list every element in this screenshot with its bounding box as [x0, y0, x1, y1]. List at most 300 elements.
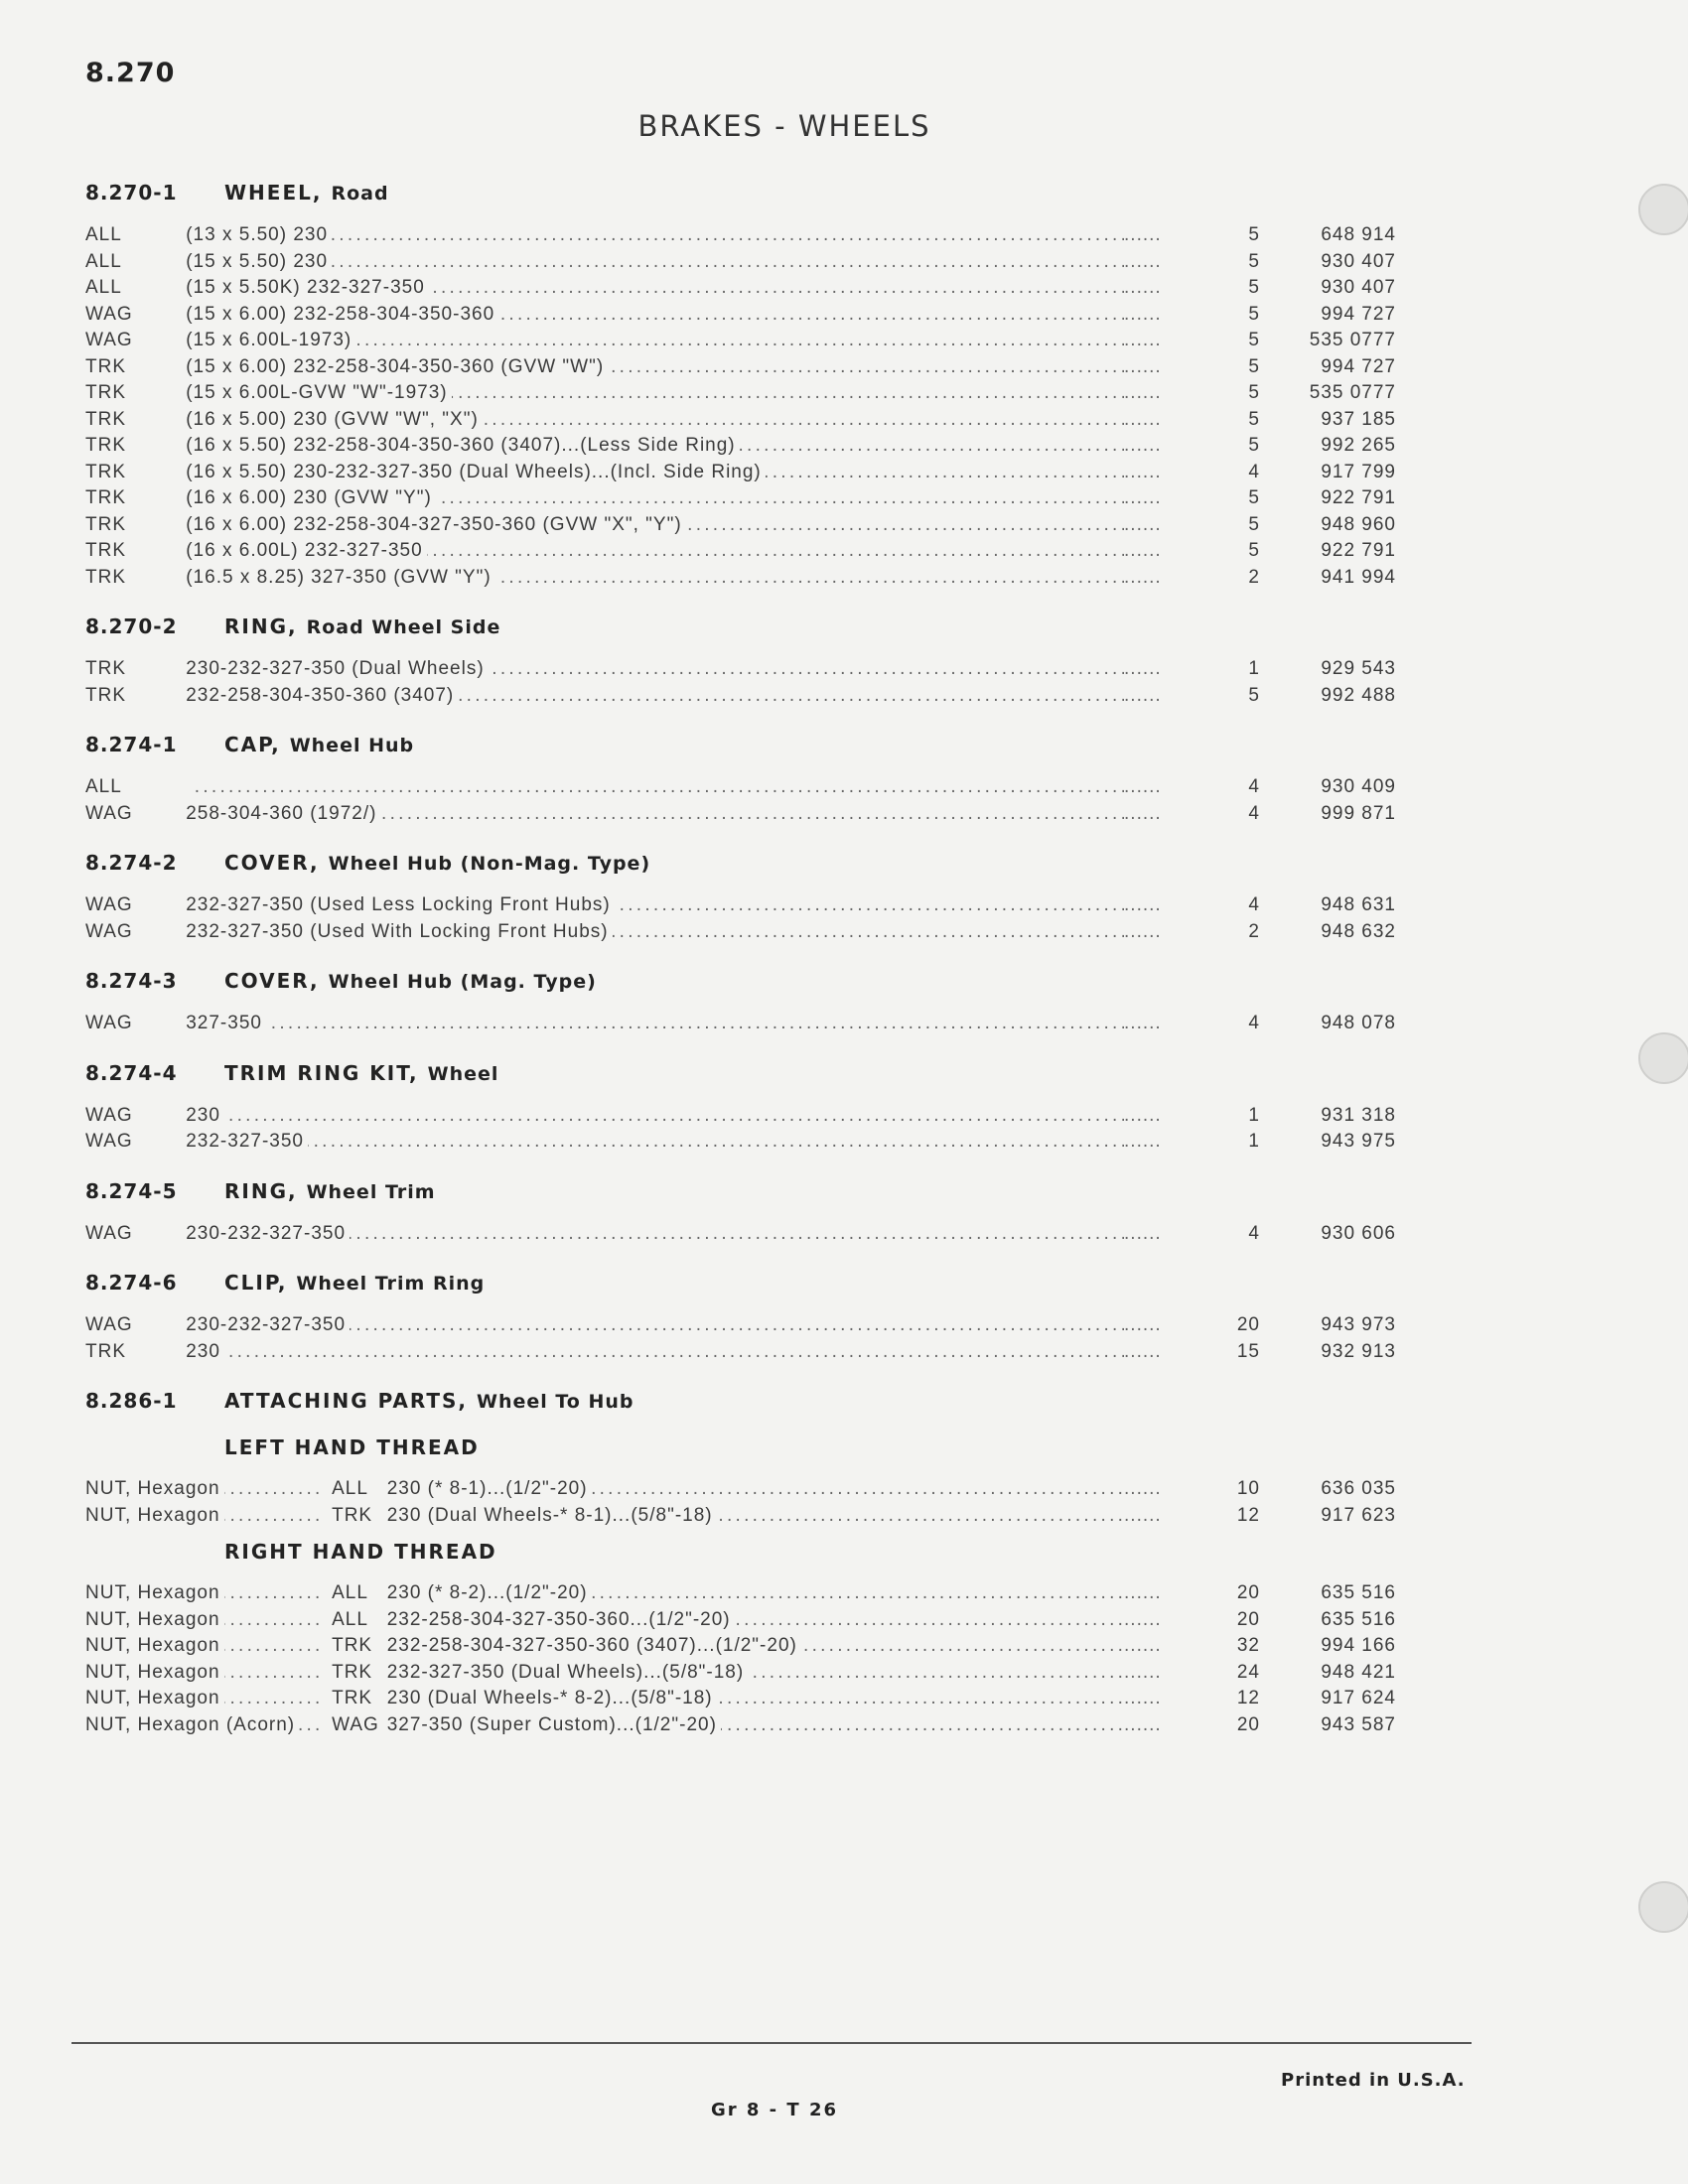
quantity: 4 [1248, 1222, 1260, 1244]
quantity: 5 [1248, 435, 1260, 456]
leader-dots: ...... [1124, 1661, 1162, 1683]
description-text: 230 (* 8-2)...(1/2"-20) [387, 1582, 592, 1603]
description-text: 327-350 [186, 1013, 266, 1033]
section-code: 8.274-5 [85, 1178, 178, 1203]
parts-section [85, 1049, 1396, 1156]
binder-hole [1638, 184, 1688, 235]
part-number: 931 318 [1321, 1104, 1396, 1126]
leader-dots: ...... [1124, 487, 1162, 508]
leader-dots: ...... [1124, 684, 1162, 706]
quantity: 12 [1236, 1504, 1260, 1526]
parts-section [85, 839, 1396, 945]
quantity: 20 [1236, 1608, 1260, 1630]
fastener-name-text: NUT, Hexagon [85, 1688, 224, 1708]
section-code: 8.274-4 [85, 1060, 178, 1085]
section-rows [85, 1476, 1396, 1529]
section-part-desc: Wheel Trim Ring [296, 1273, 486, 1295]
description-text: (15 x 6.00L-1973) [186, 330, 355, 350]
part-description [186, 512, 1124, 539]
part-row [85, 1103, 1396, 1130]
description-text: 232-327-350 (Used Less Locking Front Hubs) [186, 894, 614, 915]
section-header [85, 957, 1396, 1005]
section-code: 8.270-2 [85, 614, 178, 638]
part-number: 948 960 [1321, 513, 1396, 535]
parts-list [85, 169, 1396, 1750]
section-name [224, 1259, 485, 1307]
application-code: WAG [332, 1713, 379, 1735]
fastener-name-text: NUT, Hexagon [85, 1609, 224, 1630]
quantity: 5 [1248, 303, 1260, 325]
left-hand-thread-heading: LEFT HAND THREAD [224, 1435, 480, 1459]
part-number: 930 407 [1321, 277, 1396, 298]
application-code: WAG [85, 1131, 133, 1152]
fastener-cell [85, 1476, 332, 1503]
quantity: 5 [1248, 408, 1260, 430]
application-code: WAG [85, 330, 133, 350]
part-number: 917 799 [1321, 461, 1396, 482]
leader-dots: ...... [1124, 277, 1162, 298]
part-description [186, 538, 1124, 565]
quantity: 5 [1248, 277, 1260, 298]
fastener-cell [85, 1686, 332, 1712]
section-rows [85, 1221, 1396, 1248]
description-text: (16 x 5.00) 230 (GVW "W", "X") [186, 409, 483, 430]
description-text: (16 x 6.00) 232-258-304-327-350-360 (GVW "X", "Y") [186, 514, 685, 535]
part-number: 994 166 [1321, 1635, 1396, 1656]
quantity: 5 [1248, 330, 1260, 350]
leader-dots: ...... [1124, 355, 1162, 377]
part-row [85, 1660, 1396, 1687]
fastener-name [85, 1712, 320, 1739]
fastener-name [85, 1476, 320, 1503]
fastener-name-text: NUT, Hexagon (Acorn) [85, 1714, 299, 1735]
part-description [186, 774, 1124, 801]
section-code: 8.274-1 [85, 733, 178, 756]
quantity: 2 [1248, 920, 1260, 942]
leader-dots: ...... [1124, 330, 1162, 350]
leader-dots: ...... [1124, 461, 1162, 482]
description-text: 232-327-350 (Used With Locking Front Hubs) [186, 921, 612, 942]
printed-in-label: Printed in U.S.A. [1281, 2070, 1466, 2091]
part-number: 948 078 [1321, 1013, 1396, 1033]
part-number: 948 632 [1321, 920, 1396, 942]
part-description [186, 565, 1124, 592]
part-row [85, 407, 1396, 434]
page-title: BRAKES - WHEELS [637, 109, 931, 143]
application-code: ALL [85, 776, 122, 797]
section-rows [85, 1580, 1396, 1738]
leader-dots: ...... [1124, 1688, 1162, 1708]
part-row [85, 1607, 1396, 1634]
description-text: (15 x 5.50) 230 [186, 251, 332, 272]
fastener-name [85, 1503, 320, 1530]
section-part-name: RING, [224, 614, 307, 638]
page-number: 8.270 [85, 58, 176, 88]
application-code: ALL [332, 1478, 368, 1499]
part-description [387, 1686, 1124, 1712]
fastener-name-text: NUT, Hexagon [85, 1478, 224, 1499]
part-row [85, 1712, 1396, 1739]
part-description [186, 485, 1124, 512]
section-rows [85, 1103, 1396, 1156]
application-code: WAG [85, 894, 133, 915]
application-code: TRK [332, 1504, 373, 1526]
section-header [85, 1377, 1396, 1425]
quantity: 5 [1248, 540, 1260, 561]
application-code: TRK [85, 487, 126, 508]
description-text: (16 x 5.50) 230-232-327-350 (Dual Wheels)...(Incl. Side Ring) [186, 462, 766, 482]
application-code: WAG [85, 303, 133, 325]
leader-dots: ...... [1124, 1104, 1162, 1126]
description-text: 232-327-350 [186, 1131, 308, 1152]
part-row [85, 801, 1396, 828]
part-row [85, 774, 1396, 801]
quantity: 4 [1248, 461, 1260, 482]
parts-section [85, 1259, 1396, 1365]
leader-dots: ...... [1124, 1013, 1162, 1033]
part-description [186, 683, 1124, 710]
section-name [224, 839, 650, 887]
quantity: 20 [1236, 1582, 1260, 1603]
part-row [85, 919, 1396, 946]
leader-dots: ...... [1124, 435, 1162, 456]
section-part-name: CLIP, [224, 1271, 297, 1295]
part-number: 648 914 [1321, 224, 1396, 245]
description-text: 232-327-350 (Dual Wheels)...(5/8"-18) [387, 1662, 749, 1683]
leader-dots: ...... [1124, 1582, 1162, 1603]
quantity: 5 [1248, 513, 1260, 535]
part-number: 948 631 [1321, 894, 1396, 915]
section-name [224, 603, 500, 651]
fastener-cell [85, 1712, 332, 1739]
section-part-name: COVER, [224, 851, 329, 875]
quantity: 1 [1248, 1104, 1260, 1126]
part-row [85, 222, 1396, 249]
part-row [85, 1339, 1396, 1366]
fastener-cell [85, 1503, 332, 1530]
footer-rule [71, 2042, 1472, 2044]
description-text: (13 x 5.50) 230 [186, 224, 332, 245]
part-number: 929 543 [1321, 658, 1396, 679]
section-header [85, 1259, 1396, 1306]
part-description [186, 275, 1124, 302]
leader-dots: ...... [1124, 513, 1162, 535]
leader-dots: ...... [1124, 658, 1162, 679]
description-text: 230-232-327-350 [186, 1314, 350, 1335]
part-number: 999 871 [1321, 802, 1396, 824]
quantity: 32 [1236, 1635, 1260, 1656]
section-rows [85, 222, 1396, 591]
part-description [186, 1221, 1124, 1248]
application-code: WAG [85, 1104, 133, 1126]
leader-dots: ...... [1124, 920, 1162, 942]
part-description [186, 656, 1124, 683]
description-text: (16 x 6.00L) 232-327-350 [186, 540, 426, 561]
application-code: ALL [332, 1582, 368, 1603]
part-row [85, 380, 1396, 407]
quantity: 4 [1248, 894, 1260, 915]
part-row [85, 683, 1396, 710]
part-description [186, 249, 1124, 276]
part-description [186, 1011, 1124, 1037]
section-header [85, 1167, 1396, 1215]
part-description [186, 1129, 1124, 1156]
leader-dots: ...... [1124, 802, 1162, 824]
part-number: 635 516 [1321, 1608, 1396, 1630]
section-name [224, 1377, 634, 1426]
part-description [387, 1607, 1124, 1634]
description-text: (16 x 6.00) 230 (GVW "Y") [186, 487, 436, 508]
part-number: 937 185 [1321, 408, 1396, 430]
binder-hole [1638, 1881, 1688, 1933]
section-name [224, 169, 389, 217]
section-part-desc: Wheel To Hub [476, 1391, 634, 1413]
leader-dots: ...... [1124, 776, 1162, 797]
description-text: 232-258-304-350-360 (3407) [186, 685, 458, 706]
parts-section [85, 1167, 1396, 1248]
section-part-desc: Wheel Hub (Non-Mag. Type) [328, 853, 651, 875]
quantity: 20 [1236, 1713, 1260, 1735]
fastener-cell [85, 1607, 332, 1634]
part-number: 922 791 [1321, 540, 1396, 561]
part-description [387, 1660, 1124, 1687]
leader-dots: ...... [1124, 540, 1162, 561]
part-row [85, 512, 1396, 539]
application-code: TRK [85, 566, 126, 588]
description-text: 230-232-327-350 (Dual Wheels) [186, 658, 488, 679]
part-number: 941 994 [1321, 566, 1396, 588]
part-number: 930 409 [1321, 776, 1396, 797]
section-name [224, 1049, 498, 1098]
section-rows [85, 656, 1396, 709]
application-code: ALL [85, 277, 122, 298]
part-number: 635 516 [1321, 1582, 1396, 1603]
quantity: 4 [1248, 1013, 1260, 1033]
application-code: TRK [85, 435, 126, 456]
quantity: 24 [1236, 1661, 1260, 1683]
quantity: 20 [1236, 1314, 1260, 1335]
part-number: 948 421 [1321, 1661, 1396, 1683]
part-row [85, 354, 1396, 381]
part-number: 992 265 [1321, 435, 1396, 456]
part-description [186, 460, 1124, 486]
leader-dots: ...... [1124, 250, 1162, 272]
fastener-cell [85, 1580, 332, 1607]
description-text: 327-350 (Super Custom)...(1/2"-20) [387, 1714, 721, 1735]
section-header [85, 839, 1396, 887]
application-code: WAG [85, 1314, 133, 1335]
part-number: 943 587 [1321, 1713, 1396, 1735]
section-part-name: RING, [224, 1178, 307, 1203]
section-part-name: TRIM RING KIT, [224, 1060, 428, 1085]
part-number: 994 727 [1321, 303, 1396, 325]
description-text: (16.5 x 8.25) 327-350 (GVW "Y") [186, 567, 494, 588]
part-row [85, 1686, 1396, 1712]
parts-section [85, 603, 1396, 709]
part-number: 992 488 [1321, 684, 1396, 706]
section-rows [85, 1312, 1396, 1365]
quantity: 4 [1248, 776, 1260, 797]
quantity: 1 [1248, 1131, 1260, 1152]
section-name [224, 1167, 436, 1216]
description-text: (15 x 6.00L-GVW "W"-1973) [186, 382, 451, 403]
parts-section [85, 957, 1396, 1037]
description-text: 230 (Dual Wheels-* 8-1)...(5/8"-18) [387, 1505, 717, 1526]
leader-dots: ...... [1124, 1222, 1162, 1244]
description-text: 230 [186, 1105, 224, 1126]
part-row [85, 433, 1396, 460]
description-text: (15 x 5.50K) 232-327-350 [186, 277, 429, 298]
quantity: 4 [1248, 802, 1260, 824]
part-number: 932 913 [1321, 1340, 1396, 1362]
application-code: TRK [85, 684, 126, 706]
part-description [387, 1503, 1124, 1530]
section-code: 8.274-2 [85, 851, 178, 875]
section-rows [85, 892, 1396, 945]
leader-dots: ...... [1124, 1314, 1162, 1335]
part-row [85, 328, 1396, 354]
part-row [85, 1580, 1396, 1607]
section-header [85, 169, 1396, 216]
description-text: 230 (Dual Wheels-* 8-2)...(5/8"-18) [387, 1688, 717, 1708]
section-rows [85, 774, 1396, 827]
fastener-name-text: NUT, Hexagon [85, 1582, 224, 1603]
leader-dots: ...... [1124, 224, 1162, 245]
part-description [186, 801, 1124, 828]
quantity: 5 [1248, 355, 1260, 377]
section-header [85, 1049, 1396, 1097]
part-row [85, 275, 1396, 302]
section-name [224, 957, 597, 1006]
part-number: 943 973 [1321, 1314, 1396, 1335]
fastener-name-text: NUT, Hexagon [85, 1635, 224, 1656]
section-part-desc: Road [331, 183, 389, 205]
part-description [186, 892, 1124, 919]
part-row [85, 485, 1396, 512]
description-text: 258-304-360 (1972/) [186, 803, 380, 824]
section-part-name: COVER, [224, 969, 329, 993]
application-code: TRK [85, 355, 126, 377]
application-code: ALL [332, 1608, 368, 1630]
section-part-desc: Wheel Trim [306, 1180, 436, 1203]
description-text: 230 (* 8-1)...(1/2"-20) [387, 1478, 592, 1499]
part-description [186, 222, 1124, 249]
description-text: 230-232-327-350 [186, 1223, 350, 1244]
part-row [85, 302, 1396, 329]
part-description [186, 1339, 1124, 1366]
application-code: WAG [85, 1222, 133, 1244]
application-code: TRK [85, 513, 126, 535]
application-code: TRK [85, 658, 126, 679]
part-number: 917 623 [1321, 1504, 1396, 1526]
leader-dots: ...... [1124, 1131, 1162, 1152]
description-text: (16 x 5.50) 232-258-304-350-360 (3407)...(Less Side Ring) [186, 435, 739, 456]
part-row [85, 1633, 1396, 1660]
section-part-desc: Road Wheel Side [306, 616, 501, 638]
leader-dots: ...... [1124, 303, 1162, 325]
part-number: 930 407 [1321, 250, 1396, 272]
application-code: TRK [332, 1688, 373, 1708]
description-text: 230 [186, 1341, 224, 1362]
leader-dots: ...... [1124, 894, 1162, 915]
section-rows [85, 1011, 1396, 1037]
application-code: TRK [85, 408, 126, 430]
quantity: 2 [1248, 566, 1260, 588]
part-row [85, 249, 1396, 276]
quantity: 15 [1236, 1340, 1260, 1362]
section-header [85, 721, 1396, 768]
part-description [387, 1476, 1124, 1503]
part-number: 535 0777 [1309, 330, 1396, 350]
fastener-name-text: NUT, Hexagon [85, 1505, 224, 1526]
leader-dots: ...... [1124, 1340, 1162, 1362]
leader-dots: ...... [1124, 382, 1162, 403]
quantity: 12 [1236, 1688, 1260, 1708]
fastener-name [85, 1660, 320, 1687]
application-code: WAG [85, 920, 133, 942]
quantity: 5 [1248, 224, 1260, 245]
leader-dots: ...... [1124, 1504, 1162, 1526]
quantity: 5 [1248, 382, 1260, 403]
application-code: TRK [332, 1635, 373, 1656]
section-code: 8.270-1 [85, 181, 178, 205]
part-row [85, 1221, 1396, 1248]
part-number: 930 606 [1321, 1222, 1396, 1244]
section-part-name: CAP, [224, 733, 290, 756]
leader-dots: ...... [1124, 1478, 1162, 1499]
part-number: 922 791 [1321, 487, 1396, 508]
application-code: ALL [85, 250, 122, 272]
part-description [387, 1580, 1124, 1607]
quantity: 5 [1248, 250, 1260, 272]
fastener-name [85, 1633, 320, 1660]
application-code: TRK [85, 540, 126, 561]
part-row [85, 538, 1396, 565]
part-description [387, 1633, 1124, 1660]
section-header [85, 603, 1396, 650]
part-description [186, 380, 1124, 407]
fastener-name-text: NUT, Hexagon [85, 1662, 224, 1683]
quantity: 5 [1248, 684, 1260, 706]
part-row [85, 1476, 1396, 1503]
part-row [85, 565, 1396, 592]
right-hand-thread-heading: RIGHT HAND THREAD [224, 1540, 497, 1564]
part-description [186, 1312, 1124, 1339]
description-text [186, 776, 190, 797]
part-row [85, 1129, 1396, 1156]
section-part-name: WHEEL, [224, 181, 332, 205]
part-description [387, 1712, 1124, 1739]
part-number: 994 727 [1321, 355, 1396, 377]
quantity: 1 [1248, 658, 1260, 679]
quantity: 5 [1248, 487, 1260, 508]
leader-dots: ...... [1124, 408, 1162, 430]
leader-dots: ...... [1124, 566, 1162, 588]
description-text: 232-258-304-327-350-360 (3407)...(1/2"-20) [387, 1635, 801, 1656]
section-part-name: ATTACHING PARTS, [224, 1389, 477, 1413]
leader-dots: ...... [1124, 1713, 1162, 1735]
application-code: TRK [332, 1661, 373, 1683]
part-description [186, 354, 1124, 381]
part-number: 636 035 [1321, 1478, 1396, 1499]
leader-dots: ...... [1124, 1608, 1162, 1630]
fastener-name [85, 1580, 320, 1607]
section-part-desc: Wheel Hub [289, 735, 415, 756]
quantity: 10 [1236, 1478, 1260, 1499]
application-code: WAG [85, 1013, 133, 1033]
binder-hole [1638, 1032, 1688, 1084]
section-code: 8.274-3 [85, 969, 178, 993]
